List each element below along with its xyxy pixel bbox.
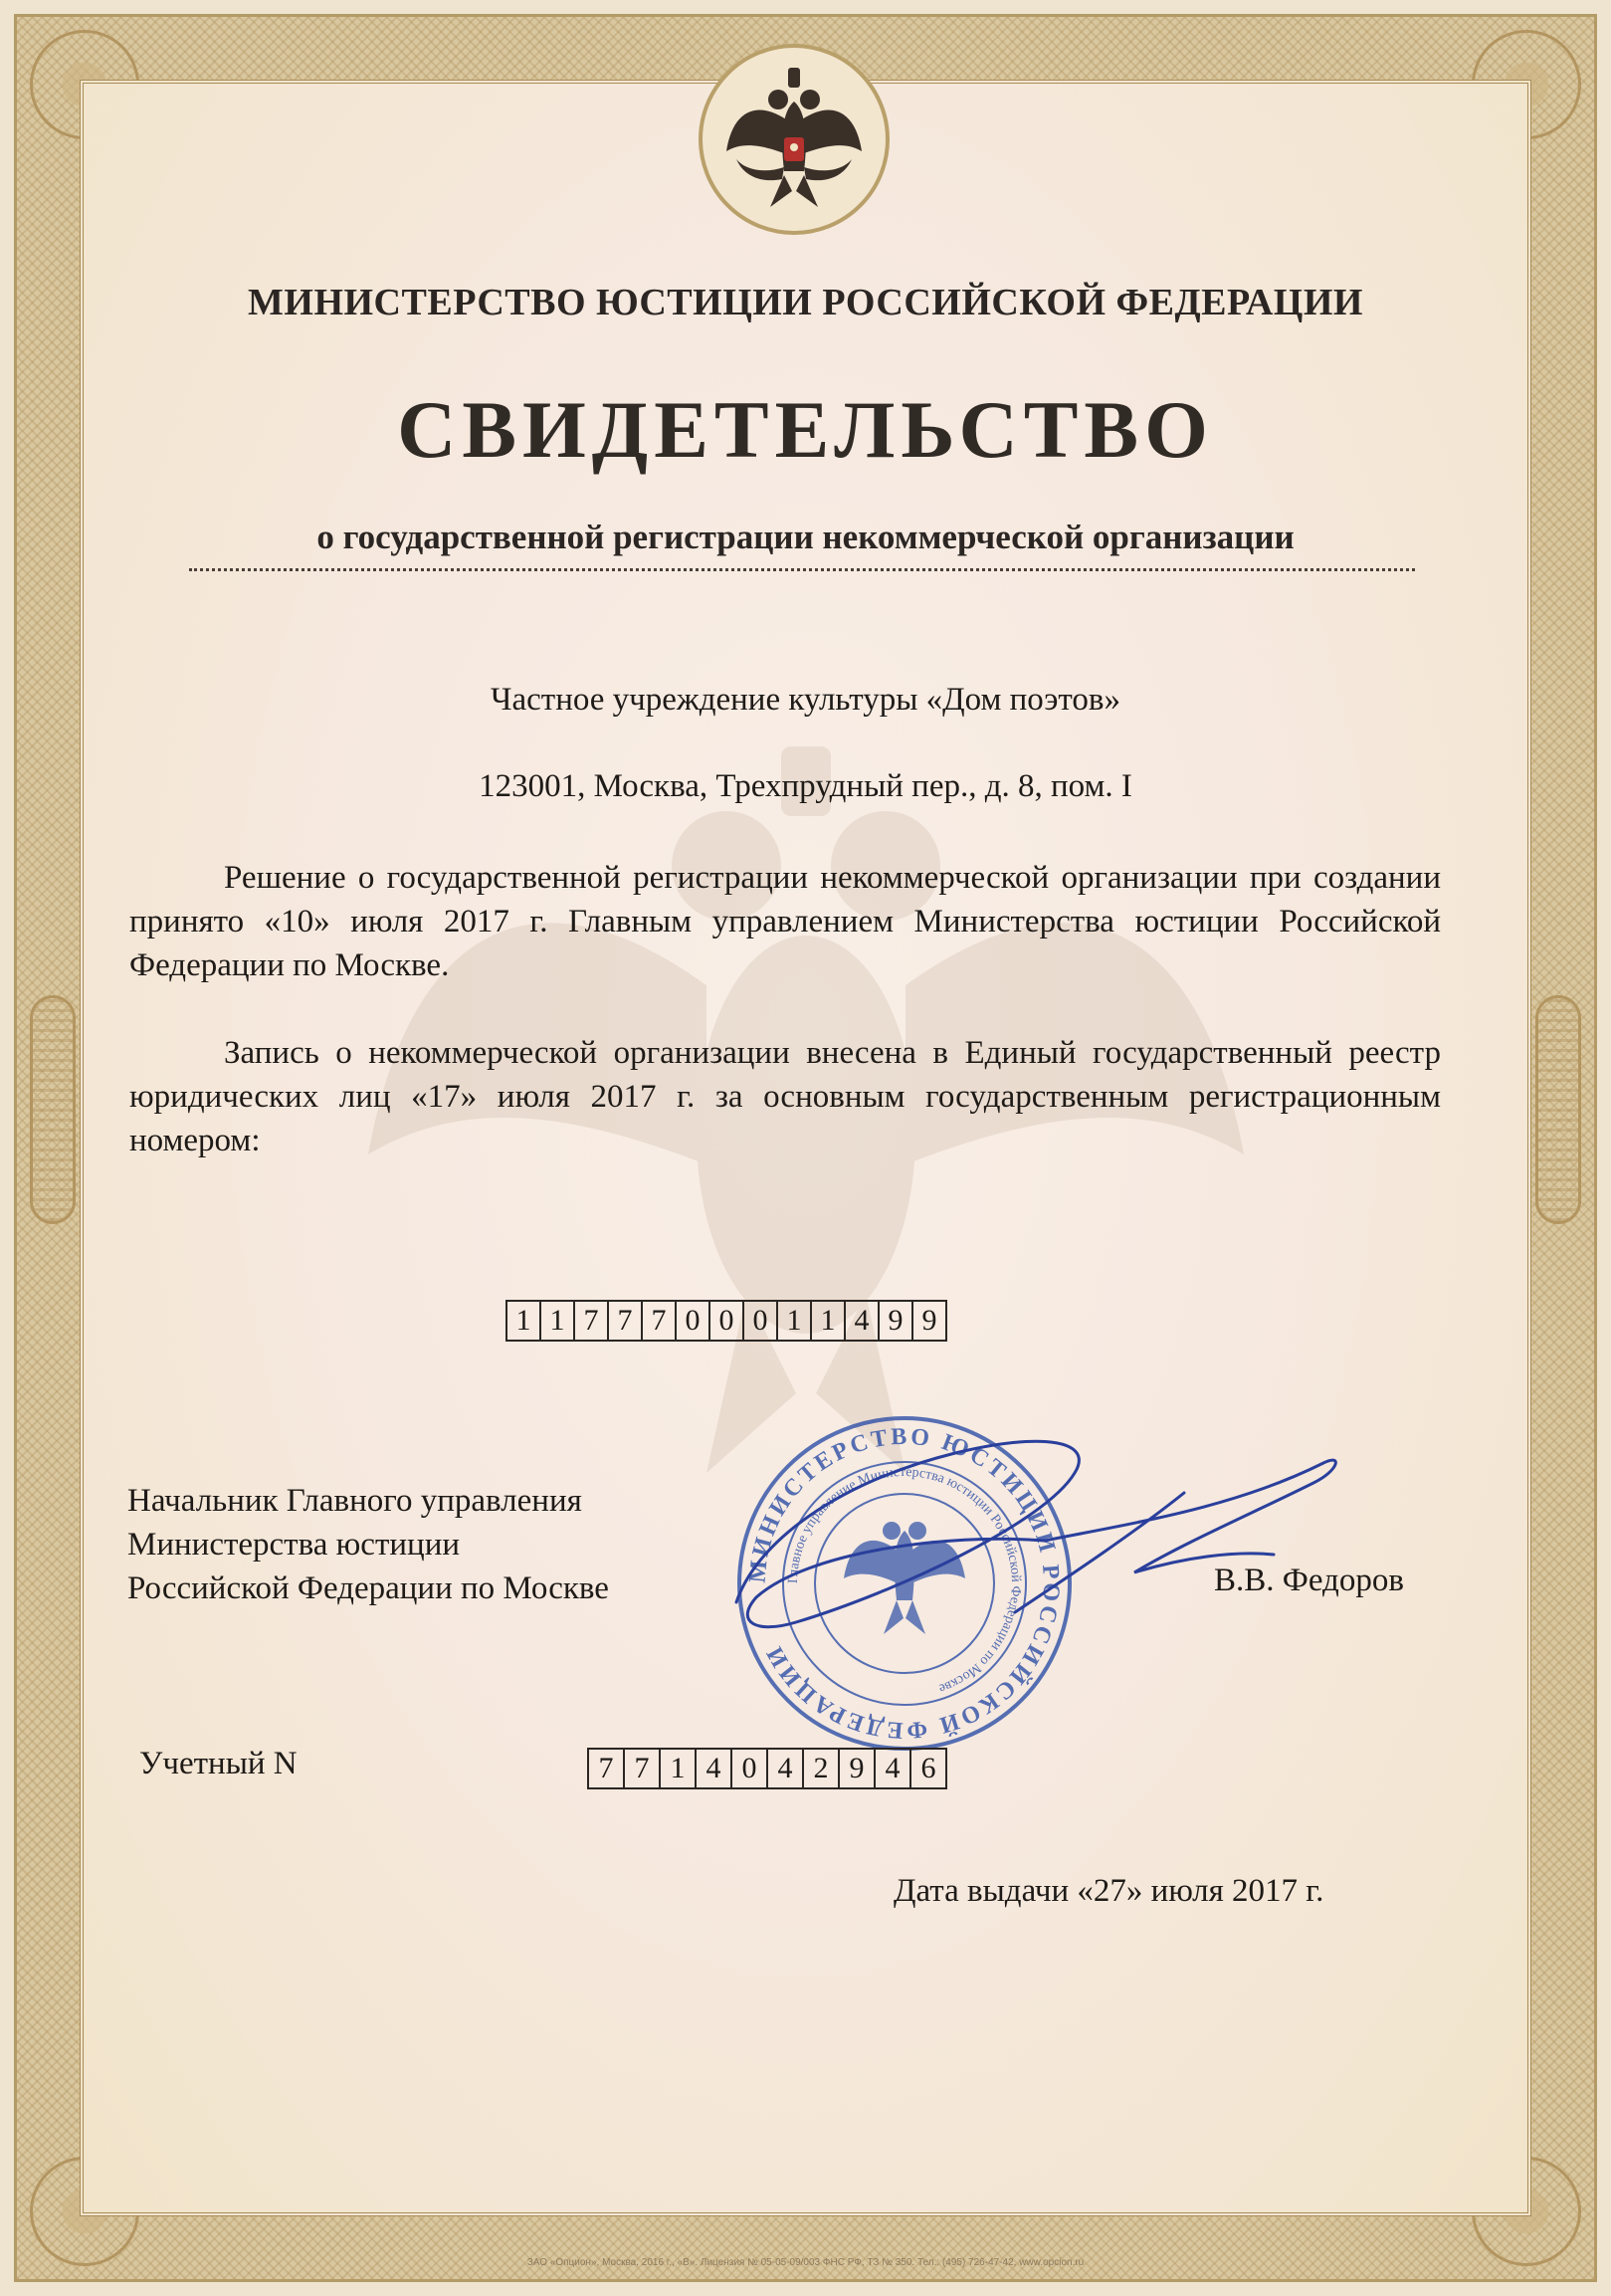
chief-title-line: Министерства юстиции — [127, 1527, 461, 1563]
account-digit: 4 — [768, 1750, 804, 1787]
issue-date: Дата выдачи «27» июля 2017 г. — [894, 1873, 1324, 1909]
account-digit: 7 — [625, 1750, 661, 1787]
account-digit: 4 — [876, 1750, 911, 1787]
ogrn-digit: 0 — [710, 1302, 744, 1340]
ogrn-digit: 1 — [507, 1302, 541, 1340]
account-digit: 4 — [697, 1750, 732, 1787]
ogrn-digit: 7 — [643, 1302, 677, 1340]
account-number-label: Учетный N — [139, 1746, 298, 1781]
ogrn-digit: 1 — [541, 1302, 575, 1340]
printer-imprint: ЗАО «Опцион», Москва, 2016 г., «В». Лицензия № 05-05-09/003 ФНС РФ, ТЗ № 350. Тел.: (495) 726-47-42, www.opcion.ru — [526, 2257, 1085, 2268]
seal-inner-text: Главное управление Министерства юстиции Российской Федерации по Москве — [785, 1464, 1024, 1696]
ogrn-digit: 1 — [778, 1302, 812, 1340]
ogrn-digit: 9 — [880, 1302, 913, 1340]
coat-of-arms-icon — [697, 42, 892, 237]
ogrn-digit: 1 — [812, 1302, 846, 1340]
handwritten-signature-icon — [716, 1423, 1353, 1652]
certificate-title: СВИДЕТЕЛЬСТВО — [397, 384, 1214, 475]
subtitle-underline — [189, 568, 1415, 571]
chief-title-line: Начальник Главного управления — [127, 1483, 582, 1519]
organization-address: 123001, Москва, Трехпрудный пер., д. 8, пом. I — [479, 768, 1132, 804]
registry-record-paragraph: Запись о некоммерческой организации внесена в Единый государственный реестр юридических лиц «17» июля 2017 г. за основным государственным регистрационным номером: — [129, 1035, 1441, 1158]
certificate-subtitle: о государственной регистрации некоммерческой организации — [316, 518, 1295, 556]
ogrn-digit: 0 — [677, 1302, 710, 1340]
ministry-heading: МИНИСТЕРСТВО ЮСТИЦИИ РОССИЙСКОЙ ФЕДЕРАЦИИ — [248, 282, 1363, 323]
ogrn-digit: 9 — [921, 1304, 937, 1337]
account-number-box — [587, 1748, 947, 1789]
account-digit: 2 — [804, 1750, 840, 1787]
chief-title — [127, 1479, 609, 1610]
registration-decision-paragraph: Решение о государственной регистрации некоммерческой организации при создании принято «10» июля 2017 г. Главным управлением Министерства юстиции Российской Федерации по Москве. — [129, 860, 1441, 983]
side-ornament — [1535, 995, 1581, 1224]
side-ornament — [30, 995, 76, 1224]
account-digit: 1 — [661, 1750, 697, 1787]
signer-name: В.В. Федоров — [1214, 1563, 1404, 1598]
account-digit: 7 — [589, 1750, 625, 1787]
seal-outer-text: МИНИСТЕРСТВО ЮСТИЦИИ РОССИЙСКОЙ ФЕДЕРАЦИИ — [744, 1423, 1065, 1744]
account-digit: 6 — [920, 1752, 936, 1784]
chief-title-line: Российской Федерации по Москве — [127, 1570, 609, 1606]
ogrn-digit: 4 — [846, 1302, 880, 1340]
ogrn-digit: 0 — [744, 1302, 778, 1340]
account-digit: 9 — [840, 1750, 876, 1787]
ogrn-number-box — [505, 1300, 947, 1342]
account-digit: 0 — [732, 1750, 768, 1787]
ogrn-digit: 7 — [575, 1302, 609, 1340]
ogrn-digit: 7 — [609, 1302, 643, 1340]
organization-name: Частное учреждение культуры «Дом поэтов» — [491, 682, 1120, 718]
